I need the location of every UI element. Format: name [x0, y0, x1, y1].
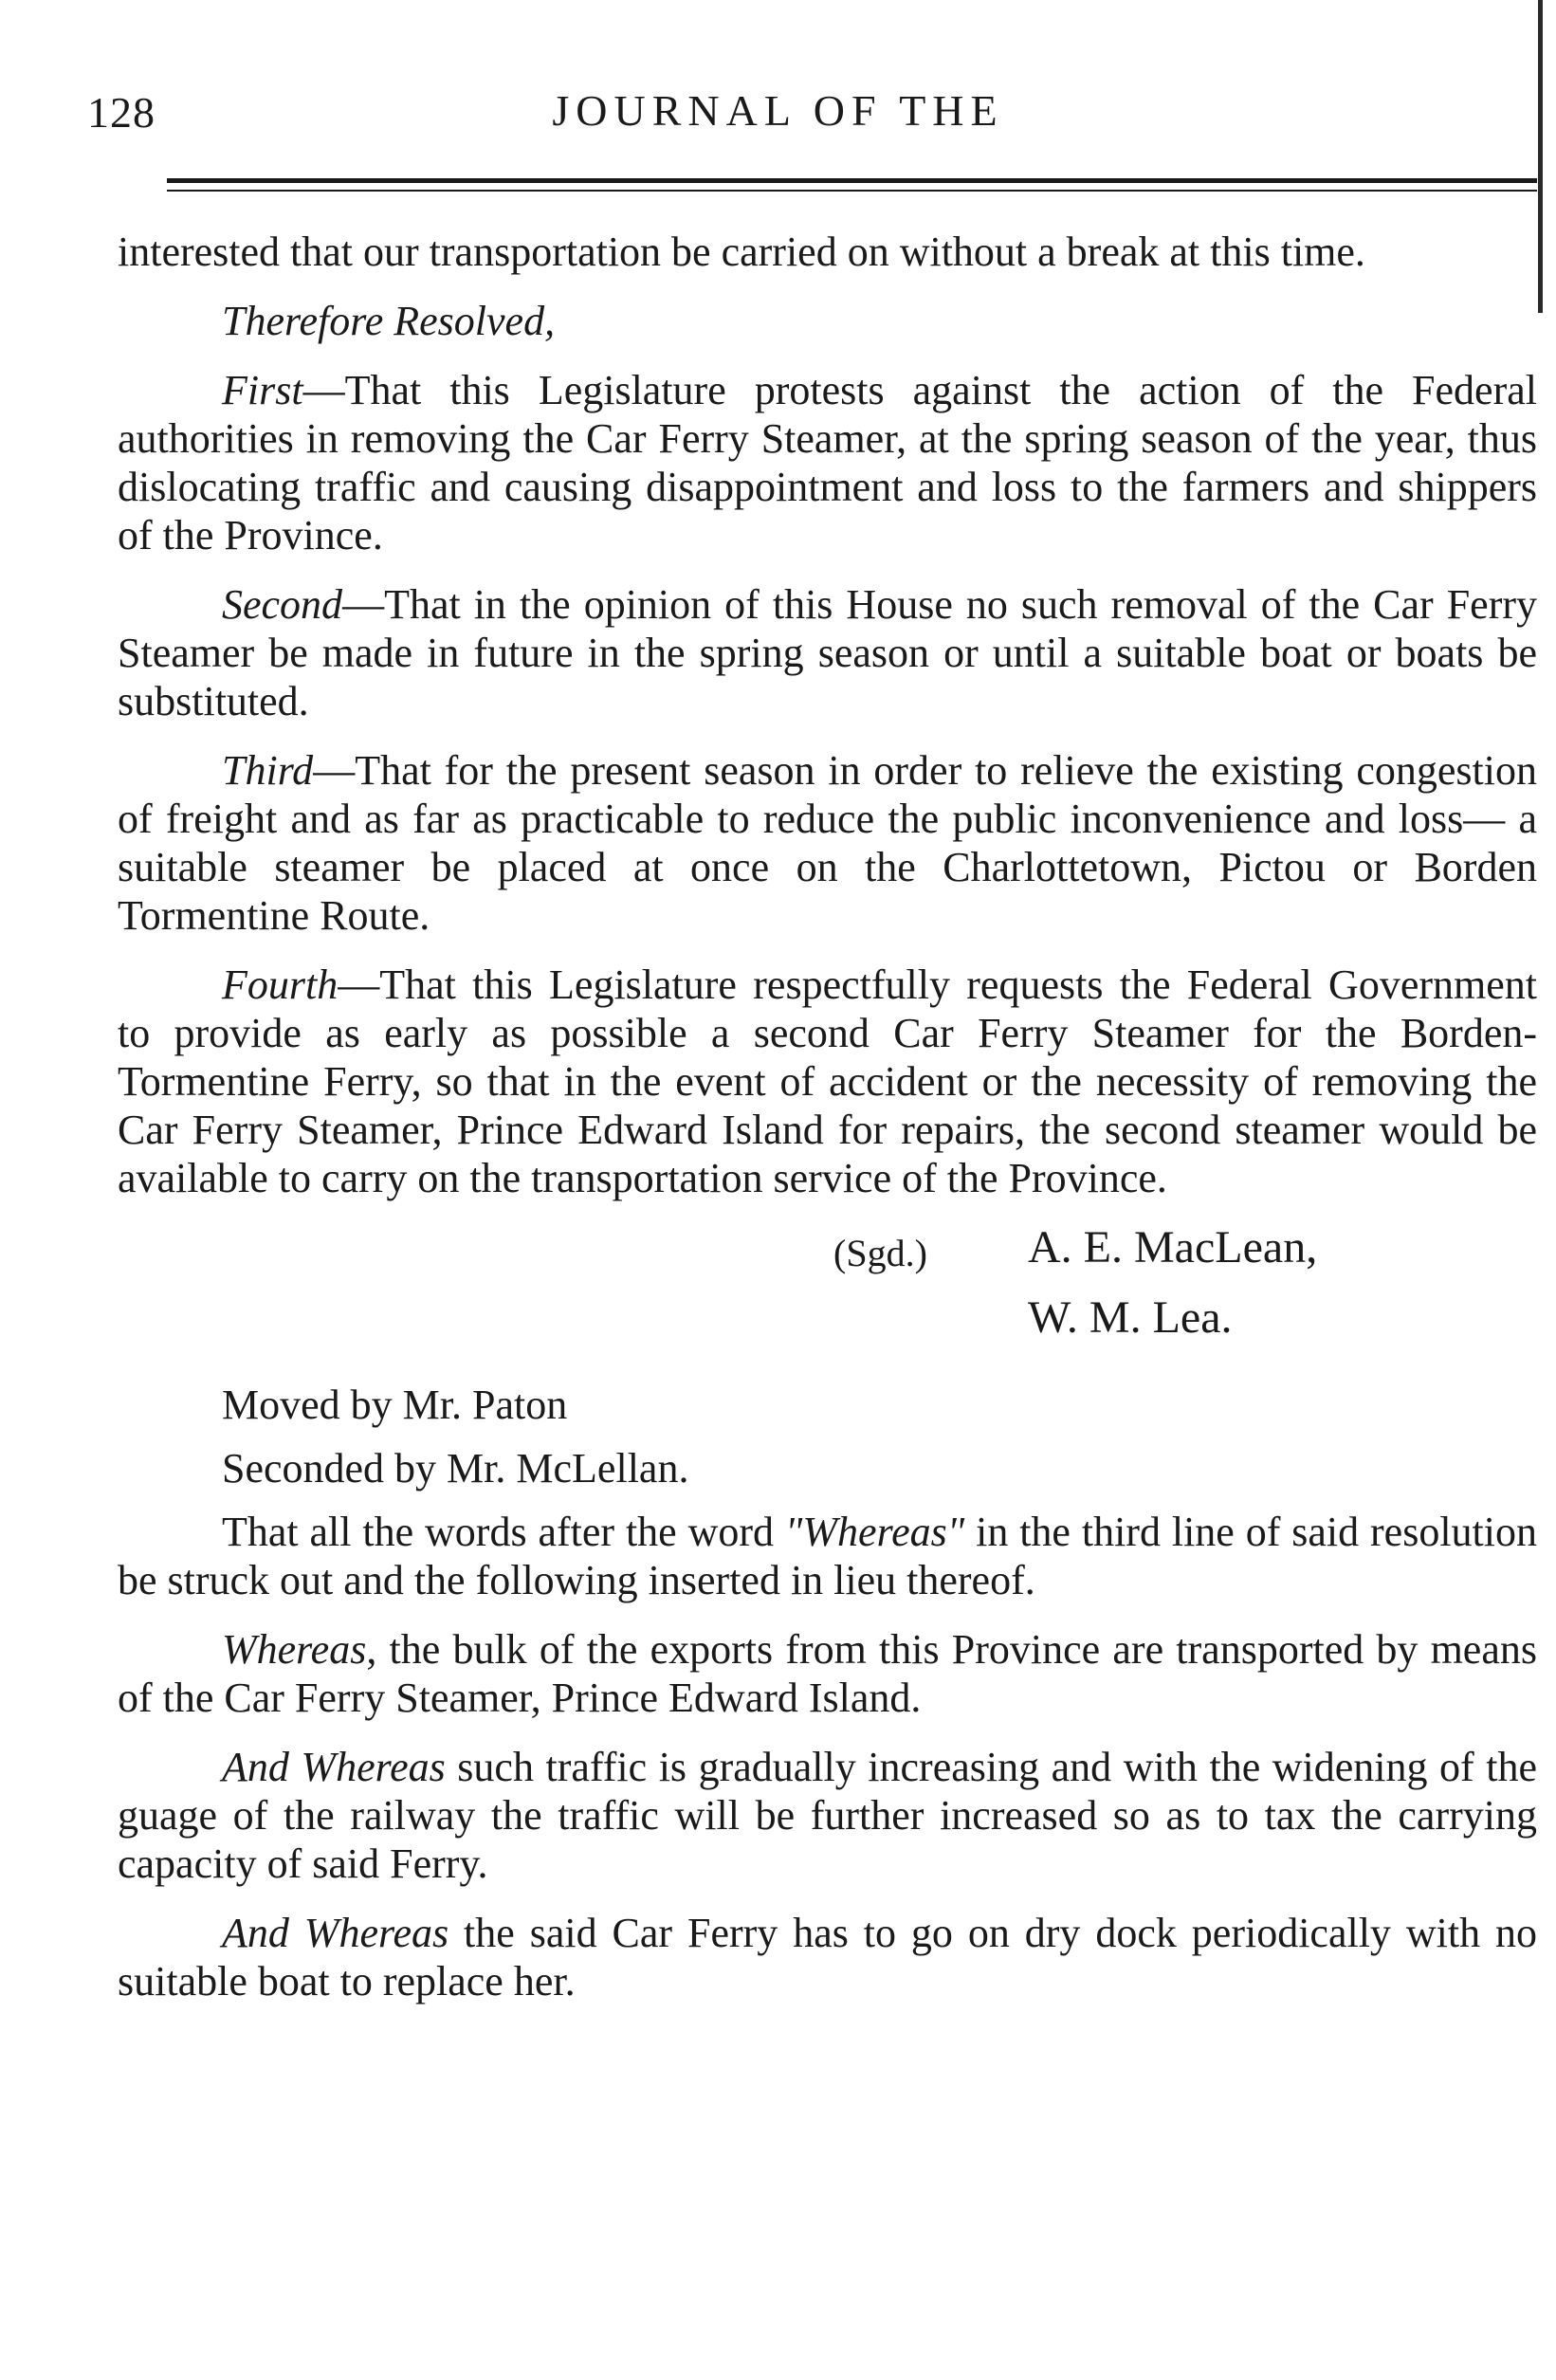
- resolution-first-label: First: [222, 367, 303, 413]
- therefore-resolved: Therefore Resolved,: [222, 298, 556, 344]
- resolution-fourth-label: Fourth: [222, 961, 339, 1008]
- page-number: 128: [87, 88, 156, 137]
- header-rule-thick: [167, 178, 1537, 183]
- amendment-text-a: That all the words after the word: [222, 1509, 785, 1555]
- amendment-word-whereas: "Whereas": [784, 1509, 965, 1555]
- signature-block: [118, 1223, 1537, 1365]
- signatory-lea: W. M. Lea.: [1028, 1292, 1233, 1343]
- whereas-traffic-text: such traffic is gradually increasing and with the widening of the guage of the railway the traffic will be further increased so as to tax the carrying capacity of said Ferry.: [118, 1744, 1538, 1887]
- resolution-fourth: [118, 961, 1537, 1202]
- whereas-exports-label: Whereas: [222, 1626, 367, 1673]
- page-edge-shadow: [1538, 0, 1543, 313]
- whereas-exports-text: , the bulk of the exports from this Province are transported by means of the Car Ferry Steamer, Prince Edward Island.: [118, 1626, 1537, 1721]
- whereas-dry-dock-text: the said Car Ferry has to go on dry dock periodically with no suitable boat to replace her.: [118, 1910, 1537, 2005]
- whereas-dry-dock: [118, 1909, 1537, 2005]
- moved-by: Moved by Mr. Paton: [222, 1382, 568, 1428]
- signed-label: (Sgd.): [833, 1232, 927, 1274]
- resolution-third: [118, 746, 1537, 940]
- header-rule-thin: [167, 190, 1537, 192]
- resolution-second: [118, 580, 1537, 725]
- whereas-exports: [118, 1625, 1537, 1722]
- signatory-maclean: A. E. MacLean,: [1028, 1222, 1318, 1272]
- resolution-third-text: —That for the present season in order to relieve the existing congestion of freight and as far as practicable to reduce the public inconvenience and loss— a suitable steamer be placed at once on the Charlottetown, Pictou or Borden Tormentine Route.: [118, 747, 1537, 939]
- whereas-dry-dock-label: And Whereas: [222, 1910, 449, 1956]
- resolution-second-label: Second: [222, 581, 343, 628]
- whereas-traffic-label: And Whereas: [222, 1744, 446, 1790]
- resolution-second-text: —That in the opinion of this House no such removal of the Car Ferry Steamer be made in future in the spring season or until a suitable boat or boats be substituted.: [118, 581, 1537, 724]
- amendment-paragraph: [118, 1508, 1537, 1604]
- continued-paragraph: interested that our transportation be carried on without a break at this time.: [118, 229, 1365, 275]
- body-text: [118, 228, 1537, 2026]
- resolution-first: [118, 366, 1537, 559]
- amendment-text-b: in the third line of said resolution be struck out and the following inserted in lieu thereof.: [118, 1509, 1537, 1603]
- running-title: JOURNAL OF THE: [552, 86, 1004, 135]
- seconded-by: Seconded by Mr. McLellan.: [222, 1445, 689, 1492]
- resolution-fourth-text: —That this Legislature respectfully requests the Federal Government to provide as early as possible a second Car Ferry Steamer for the Borden-Tormentine Ferry, so that in the event of accident or the necessity of removing the Car Ferry Steamer, Prince Edward Island for repairs, the second steamer would be available to carry on the transportation service of the Province.: [118, 961, 1537, 1201]
- whereas-traffic: [118, 1743, 1537, 1888]
- resolution-first-text: —That this Legislature protests against the action of the Federal authorities in removing the Car Ferry Steamer, at the spring season of the year, thus dislocating traffic and causing disappointment and loss to the farmers and shippers of the Province.: [118, 367, 1537, 558]
- resolution-third-label: Third: [222, 747, 314, 794]
